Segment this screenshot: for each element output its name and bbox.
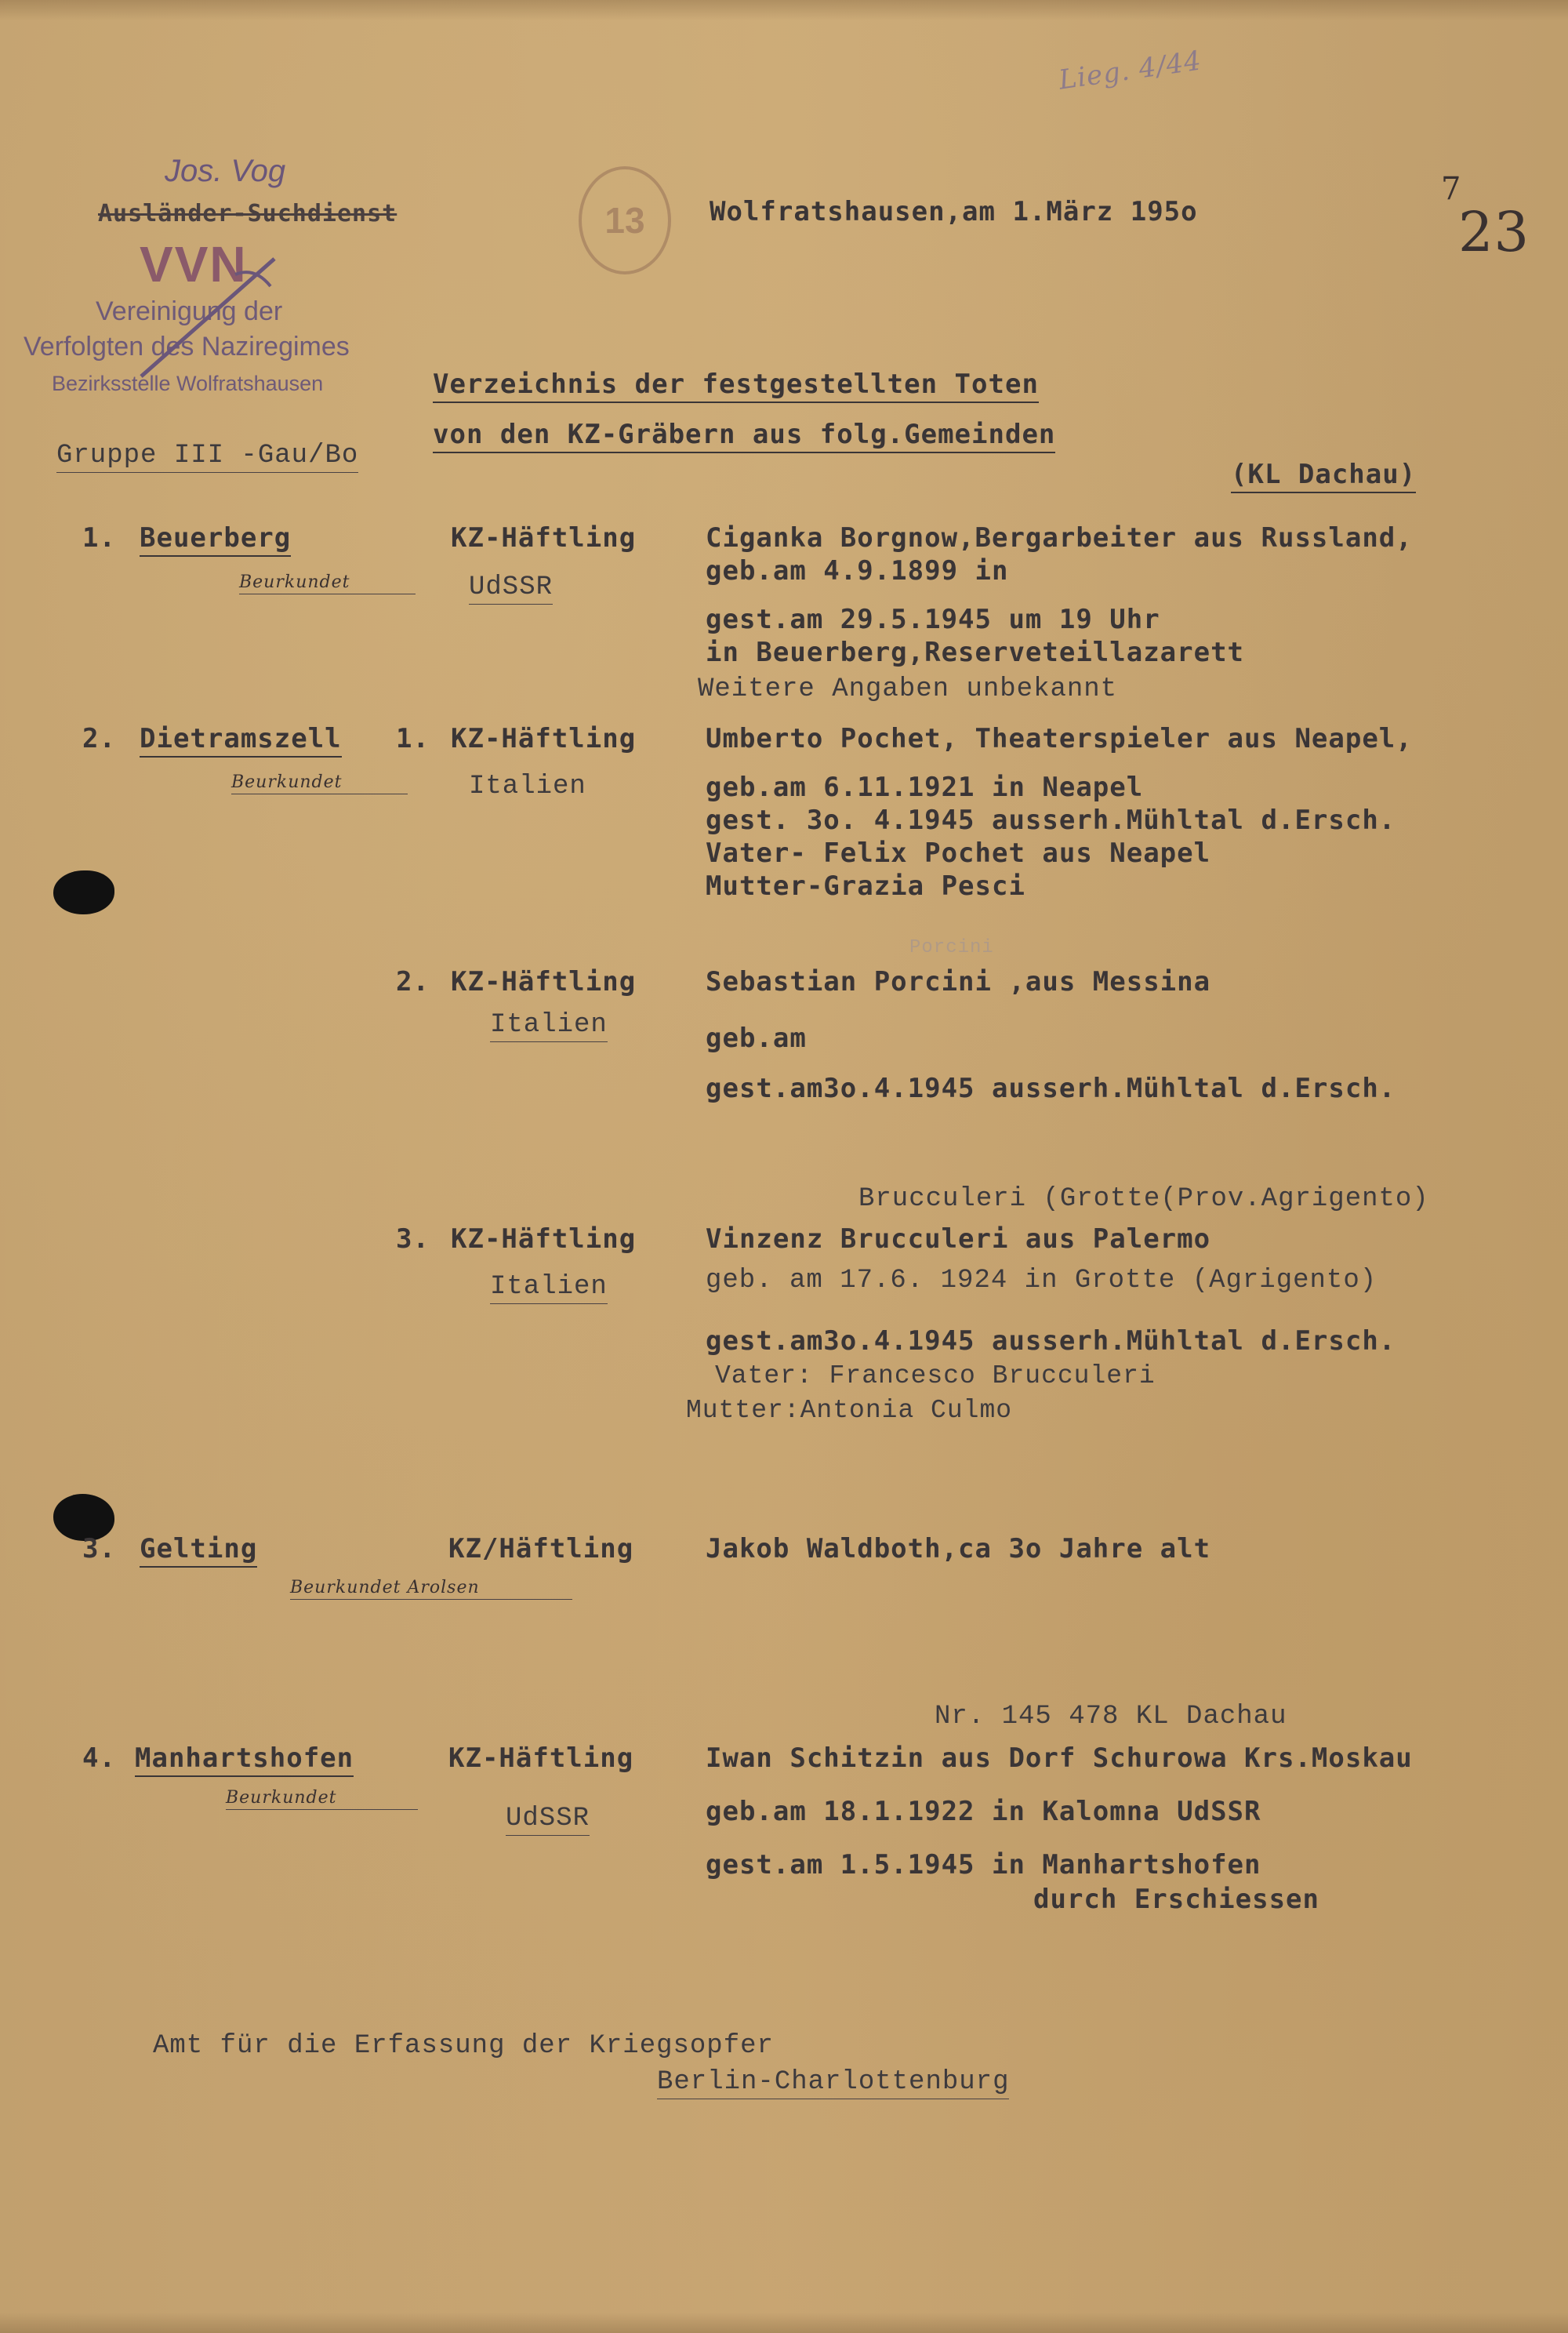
entry-5-place: Gelting bbox=[140, 1533, 257, 1564]
stamp-diagonal-stroke bbox=[118, 243, 290, 384]
entry-4-subnumber: 3. bbox=[396, 1223, 430, 1255]
entry-1-place: Beuerberg bbox=[140, 522, 291, 554]
entry-3-subnumber: 2. bbox=[396, 966, 430, 998]
entry-5-category: KZ/Häftling bbox=[448, 1533, 634, 1564]
entry-1-category: KZ-Häftling bbox=[451, 522, 637, 554]
addressee-line2: Berlin-Charlottenburg bbox=[657, 2067, 1009, 2097]
entry-4-line2: geb. am 17.6. 1924 in Grotte (Agrigento) bbox=[706, 1266, 1377, 1296]
entry-4-category: KZ-Häftling bbox=[451, 1223, 637, 1255]
entry-6-nationality: UdSSR bbox=[506, 1804, 590, 1833]
entry-3-line2: geb.am bbox=[706, 1023, 807, 1054]
entry-1-line3: gest.am 29.5.1945 um 19 Uhr bbox=[706, 604, 1160, 635]
entry-4-line4: Vater: Francesco Brucculeri bbox=[715, 1361, 1156, 1390]
entry-4-nationality: Italien bbox=[490, 1272, 608, 1302]
paper-bottom-edge bbox=[0, 2313, 1568, 2333]
entry-5-number: 3. bbox=[82, 1533, 116, 1564]
camp-label: (KL Dachau) bbox=[1231, 459, 1416, 490]
struck-letterhead: Ausländer-Suchdienst bbox=[98, 200, 397, 227]
entry-1-line4: in Beuerberg,Reserveteillazarett bbox=[706, 637, 1245, 668]
org-name-line3: Bezirksstelle Wolfratshausen bbox=[52, 372, 324, 395]
entry-4-above-note: Brucculeri (Grotte(Prov.Agrigento) bbox=[858, 1184, 1429, 1214]
entry-4-line5: Mutter:Antonia Culmo bbox=[686, 1396, 1013, 1425]
entry-2-category: KZ-Häftling bbox=[451, 723, 637, 754]
entry-2-subnumber: 1. bbox=[396, 723, 430, 754]
paper-top-edge bbox=[0, 0, 1568, 20]
punch-hole bbox=[53, 870, 114, 914]
stamp-initials: Jos. Vog bbox=[165, 154, 286, 188]
entry-2-line5: Mutter-Grazia Pesci bbox=[706, 870, 1025, 902]
org-acronym: VVN bbox=[140, 236, 248, 293]
page-number-small: 7 bbox=[1441, 171, 1462, 207]
entry-1-number: 1. bbox=[82, 522, 116, 554]
entry-2-line2: geb.am 6.11.1921 in Neapel bbox=[706, 772, 1144, 803]
entry-1-annotation: Beurkundet bbox=[239, 572, 416, 594]
entry-6-annotation: Beurkundet bbox=[226, 1788, 418, 1810]
entry-2-line1: Umberto Pochet, Theaterspieler aus Neapel, bbox=[706, 723, 1413, 754]
entry-4-line3: gest.am3o.4.1945 ausserh.Mühltal d.Ersch. bbox=[706, 1325, 1396, 1357]
page-number: 23 bbox=[1458, 200, 1530, 264]
entry-2-line4: Vater- Felix Pochet aus Neapel bbox=[706, 838, 1211, 869]
entry-6-number: 4. bbox=[82, 1742, 116, 1774]
entry-1-line1: Ciganka Borgnow,Bergarbeiter aus Russland, bbox=[706, 522, 1413, 554]
group-label: Gruppe III -Gau/Bo bbox=[56, 441, 358, 471]
entry-3-nationality: Italien bbox=[490, 1010, 608, 1040]
title-line2: von den KZ-Gräbern aus folg.Gemeinden bbox=[433, 419, 1055, 450]
entry-6-line1: Iwan Schitzin aus Dorf Schurowa Krs.Moskau bbox=[706, 1742, 1413, 1774]
org-name-line1: Vereinigung der bbox=[96, 296, 283, 326]
circle-stamp: 13 bbox=[579, 166, 671, 274]
entry-2-number: 2. bbox=[82, 723, 116, 754]
entry-2-line3: gest. 3o. 4.1945 ausserh.Mühltal d.Ersch. bbox=[706, 805, 1396, 836]
entry-3-category: KZ-Häftling bbox=[451, 966, 637, 998]
entry-5-line1: Jakob Waldboth,ca 3o Jahre alt bbox=[706, 1533, 1211, 1564]
entry-1-line2: geb.am 4.9.1899 in bbox=[706, 555, 1009, 587]
org-name-line2: Verfolgten des Naziregimes bbox=[24, 332, 350, 362]
entry-2-place: Dietramszell bbox=[140, 723, 342, 754]
addressee-line1: Amt für die Erfassung der Kriegsopfer bbox=[153, 2031, 774, 2061]
entry-1-line5: Weitere Angaben unbekannt bbox=[698, 674, 1118, 704]
corner-note: Lieg. 4/44 bbox=[1057, 45, 1204, 96]
entry-2-annotation: Beurkundet bbox=[231, 772, 408, 794]
entry-6-place: Manhartshofen bbox=[135, 1742, 354, 1774]
entry-3-above-note: Porcini bbox=[909, 937, 994, 958]
entry-6-line4: durch Erschiessen bbox=[1033, 1884, 1319, 1915]
entry-6-line3: gest.am 1.5.1945 in Manhartshofen bbox=[706, 1849, 1261, 1881]
entry-6-category: KZ-Häftling bbox=[448, 1742, 634, 1774]
entry-1-nationality: UdSSR bbox=[469, 572, 553, 602]
place-date: Wolfratshausen,am 1.März 195o bbox=[710, 196, 1198, 227]
entry-4-line1: Vinzenz Brucculeri aus Palermo bbox=[706, 1223, 1211, 1255]
title-line1: Verzeichnis der festgestellten Toten bbox=[433, 369, 1039, 400]
entry-6-above-note: Nr. 145 478 KL Dachau bbox=[935, 1702, 1287, 1732]
entry-3-line3: gest.am3o.4.1945 ausserh.Mühltal d.Ersch. bbox=[706, 1073, 1396, 1104]
entry-6-line2: geb.am 18.1.1922 in Kalomna UdSSR bbox=[706, 1796, 1261, 1827]
entry-3-line1: Sebastian Porcini ,aus Messina bbox=[706, 966, 1211, 998]
entry-2-nationality: Italien bbox=[469, 772, 586, 801]
entry-5-annotation: Beurkundet Arolsen bbox=[290, 1578, 572, 1600]
